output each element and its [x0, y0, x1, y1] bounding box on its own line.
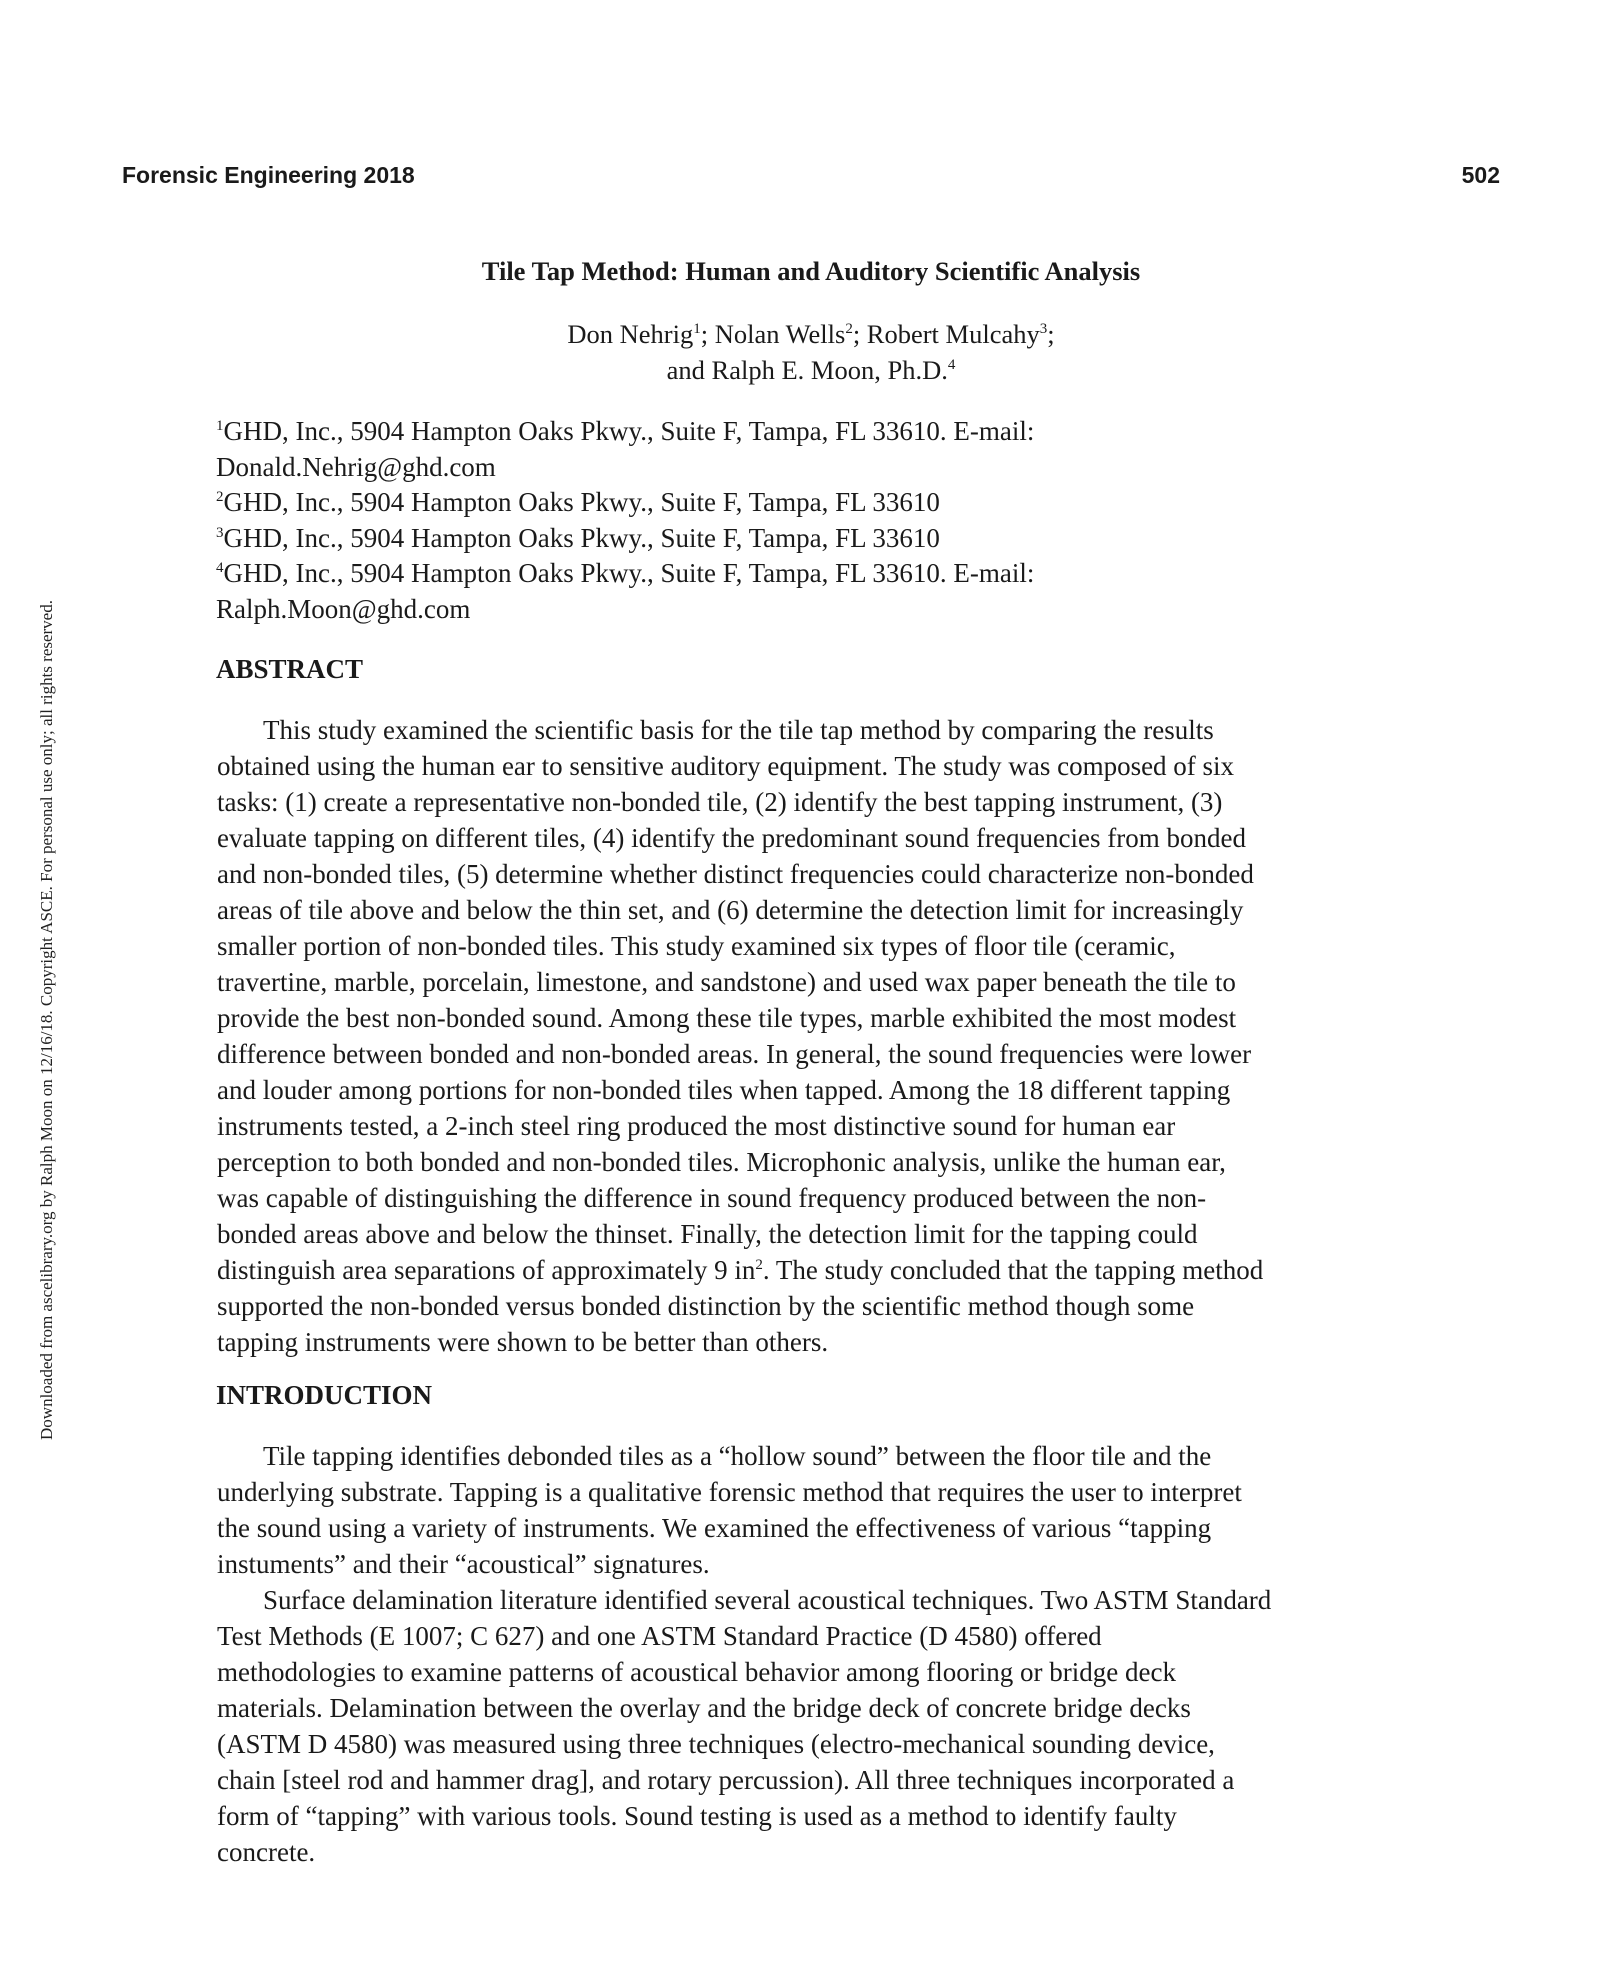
text-line — [217, 1252, 1417, 1288]
affiliation-line — [216, 521, 1416, 557]
author-list — [0, 316, 1622, 388]
affiliation-mark: 2 — [216, 489, 224, 505]
affiliation-text: GHD, Inc., 5904 Hampton Oaks Pkwy., Suite F, Tampa, FL 33610 — [223, 522, 940, 553]
text-line: underlying substrate. Tapping is a qualitative forensic method that requires the user to interpret — [217, 1477, 1242, 1507]
text-line: tapping instruments were shown to be better than others. — [217, 1327, 829, 1357]
text-line: perception to both bonded and non-bonded tiles. Microphonic analysis, unlike the human ear, — [217, 1147, 1226, 1177]
text-line: travertine, marble, porcelain, limestone, and sandstone) and used wax paper beneath the tile to — [217, 967, 1236, 997]
text-line: and louder among portions for non-bonded tiles when tapped. Among the 18 different tapping — [217, 1075, 1231, 1105]
affiliation-text: GHD, Inc., 5904 Hampton Oaks Pkwy., Suite F, Tampa, FL 33610. E-mail: — [223, 416, 1035, 446]
text-line: Surface delamination literature identified several acoustical techniques. Two ASTM Standard — [263, 1585, 1272, 1615]
text-segment: distinguish area separations of approximately 9 in — [217, 1255, 756, 1285]
affiliation-text: GHD, Inc., 5904 Hampton Oaks Pkwy., Suite F, Tampa, FL 33610 — [223, 487, 940, 517]
introduction-paragraphs — [217, 1438, 1417, 1870]
download-notice: Downloaded from ascelibrary.org by Ralph Moon on 12/16/18. Copyright ASCE. For personal use only; all rights reserved. — [37, 600, 56, 1440]
text-line: difference between bonded and non-bonded areas. In general, the sound frequencies were lower — [217, 1039, 1252, 1069]
author-mark: 2 — [845, 321, 853, 338]
text-line: bonded areas above and below the thinset. Finally, the detection limit for the tapping could — [217, 1219, 1198, 1249]
journal-name: Forensic Engineering 2018 — [122, 162, 415, 188]
text-line: methodologies to examine patterns of acoustical behavior among flooring or bridge deck — [217, 1657, 1176, 1687]
running-header — [122, 162, 1500, 202]
text-line: and non-bonded tiles, (5) determine whether distinct frequencies could characterize non-bonded — [217, 859, 1254, 889]
text-line: tasks: (1) create a representative non-bonded tile, (2) identify the best tapping instrument, (3) — [217, 787, 1223, 817]
author-mark: 4 — [947, 357, 956, 374]
affiliation-line — [216, 556, 1416, 592]
text-line: concrete. — [217, 1837, 316, 1867]
author-line-2 — [0, 352, 1622, 388]
author-name: and Ralph E. Moon, Ph.D. — [666, 355, 948, 385]
author-separator: ; — [1047, 319, 1055, 349]
text-line: instruments tested, a 2-inch steel ring produced the most distinctive sound for human ear — [217, 1111, 1176, 1141]
text-line: Tile tapping identifies debonded tiles as a “hollow sound” between the floor tile and the — [263, 1441, 1212, 1471]
text-line: Test Methods (E 1007; C 627) and one ASTM Standard Practice (D 4580) offered — [217, 1621, 1102, 1651]
affiliation-block — [216, 414, 1416, 627]
text-line: materials. Delamination between the overlay and the bridge deck of concrete bridge decks — [217, 1693, 1191, 1723]
author-mark: 1 — [693, 321, 701, 338]
area-unit-superscript: 2 — [755, 1257, 763, 1273]
text-line: evaluate tapping on different tiles, (4) identify the predominant sound frequencies from bonded — [217, 823, 1246, 853]
text-line: obtained using the human ear to sensitive auditory equipment. The study was composed of six — [217, 751, 1235, 781]
introduction-heading: INTRODUCTION — [216, 1380, 433, 1410]
author-mark: 3 — [1039, 321, 1048, 338]
text-line: instuments” and their “acoustical” signatures. — [217, 1549, 710, 1579]
text-line: smaller portion of non-bonded tiles. This study examined six types of floor tile (ceramic, — [217, 931, 1176, 961]
text-line: chain [steel rod and hammer drag], and rotary percussion). All three techniques incorporated a — [217, 1765, 1235, 1795]
affiliation-line — [216, 485, 1416, 521]
text-line: provide the best non-bonded sound. Among these tile types, marble exhibited the most modest — [217, 1003, 1237, 1033]
affiliation-mark: 4 — [216, 560, 224, 576]
text-line: (ASTM D 4580) was measured using three techniques (electro-mechanical sounding device, — [217, 1729, 1215, 1759]
affiliation-mark: 3 — [216, 524, 224, 541]
author-name: Don Nehrig — [567, 319, 694, 349]
abstract-heading: ABSTRACT — [216, 654, 364, 684]
author-name: ; Robert Mulcahy — [852, 319, 1040, 349]
page-number: 502 — [1461, 162, 1500, 188]
paper-title: Tile Tap Method: Human and Auditory Scientific Analysis — [481, 256, 1141, 286]
author-name: ; Nolan Wells — [700, 319, 846, 349]
text-line: the sound using a variety of instruments. We examined the effectiveness of various “tapping — [217, 1513, 1212, 1543]
text-line: was capable of distinguishing the difference in sound frequency produced between the non- — [217, 1183, 1207, 1213]
affiliation-mark: 1 — [216, 418, 224, 434]
affiliation-line — [216, 414, 1416, 450]
text-line: areas of tile above and below the thin set, and (6) determine the detection limit for increasingly — [217, 895, 1244, 925]
text-segment: . The study concluded that the tapping method — [762, 1255, 1264, 1285]
text-line: supported the non-bonded versus bonded distinction by the scientific method though some — [217, 1291, 1195, 1321]
affiliation-email: Ralph.Moon@ghd.com — [216, 593, 471, 624]
text-line: form of “tapping” with various tools. Sound testing is used as a method to identify faulty — [217, 1801, 1177, 1831]
text-line: This study examined the scientific basis for the tile tap method by comparing the results — [263, 715, 1214, 745]
abstract-paragraph — [217, 712, 1417, 1360]
affiliation-email: Donald.Nehrig@ghd.com — [216, 451, 496, 482]
affiliation-text: GHD, Inc., 5904 Hampton Oaks Pkwy., Suite F, Tampa, FL 33610. E-mail: — [223, 558, 1035, 588]
author-line-1 — [0, 316, 1622, 352]
